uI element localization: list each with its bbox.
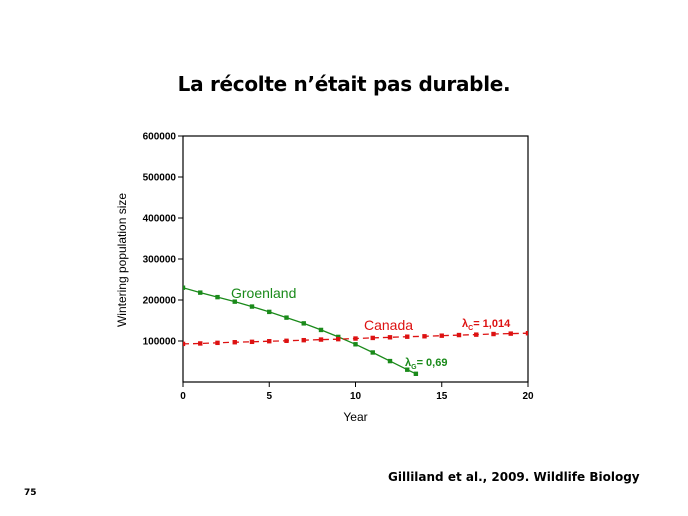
y-tick-label: 300000 <box>142 254 176 266</box>
data-point-canada <box>319 337 323 341</box>
data-point-canada <box>284 339 288 343</box>
data-point-canada <box>302 338 306 342</box>
data-point-canada <box>457 333 461 337</box>
data-point-canada <box>422 334 426 338</box>
y-tick-label: 500000 <box>142 172 176 184</box>
y-tick-label: 100000 <box>142 336 176 348</box>
data-point-groenland <box>302 321 306 325</box>
data-point-canada <box>474 332 478 336</box>
x-tick-label: 5 <box>266 391 273 402</box>
series-label-canada: Canada <box>364 317 414 333</box>
data-point-canada <box>405 334 409 338</box>
data-point-canada <box>215 341 219 345</box>
data-point-canada <box>336 337 340 341</box>
data-point-canada <box>440 333 444 337</box>
y-tick-label: 400000 <box>142 213 176 225</box>
y-axis-label: Wintering population size <box>115 192 129 328</box>
data-point-groenland <box>371 350 375 354</box>
data-point-canada <box>371 336 375 340</box>
series-label-groenland: Groenland <box>231 285 297 301</box>
data-point-canada <box>491 332 495 336</box>
data-point-groenland <box>198 290 202 294</box>
data-point-canada <box>353 336 357 340</box>
data-point-canada <box>388 335 392 339</box>
x-tick-label: 10 <box>349 391 362 402</box>
data-point-groenland <box>215 295 219 299</box>
data-point-groenland <box>181 286 185 290</box>
data-point-canada <box>181 342 185 346</box>
lambda-annotation-canada: $\lambda_C= 1,014$ <box>462 318 511 332</box>
y-tick-label: 600000 <box>142 131 176 143</box>
citation: Gilliland et al., 2009. Wildlife Biology <box>388 470 640 484</box>
data-point-canada <box>198 341 202 345</box>
data-point-canada <box>526 331 530 335</box>
lambda-annotation-groenland: $\lambda_G= 0,69$ <box>405 357 448 371</box>
data-point-canada <box>233 340 237 344</box>
data-point-groenland <box>388 359 392 363</box>
data-point-canada <box>250 340 254 344</box>
data-point-groenland <box>319 328 323 332</box>
data-point-groenland <box>267 310 271 314</box>
x-tick-label: 20 <box>522 391 534 402</box>
y-tick-label: 200000 <box>142 295 176 307</box>
page-number: 75 <box>24 488 37 498</box>
data-point-groenland <box>353 342 357 346</box>
data-point-groenland <box>250 304 254 308</box>
data-point-canada <box>267 339 271 343</box>
slide-title: La récolte n’était pas durable. <box>177 72 511 96</box>
x-axis-label: Year <box>343 410 368 424</box>
data-point-groenland <box>414 372 418 376</box>
x-tick-label: 0 <box>180 391 186 402</box>
data-point-canada <box>509 331 513 335</box>
x-tick-label: 15 <box>436 391 448 402</box>
data-point-groenland <box>284 315 288 319</box>
